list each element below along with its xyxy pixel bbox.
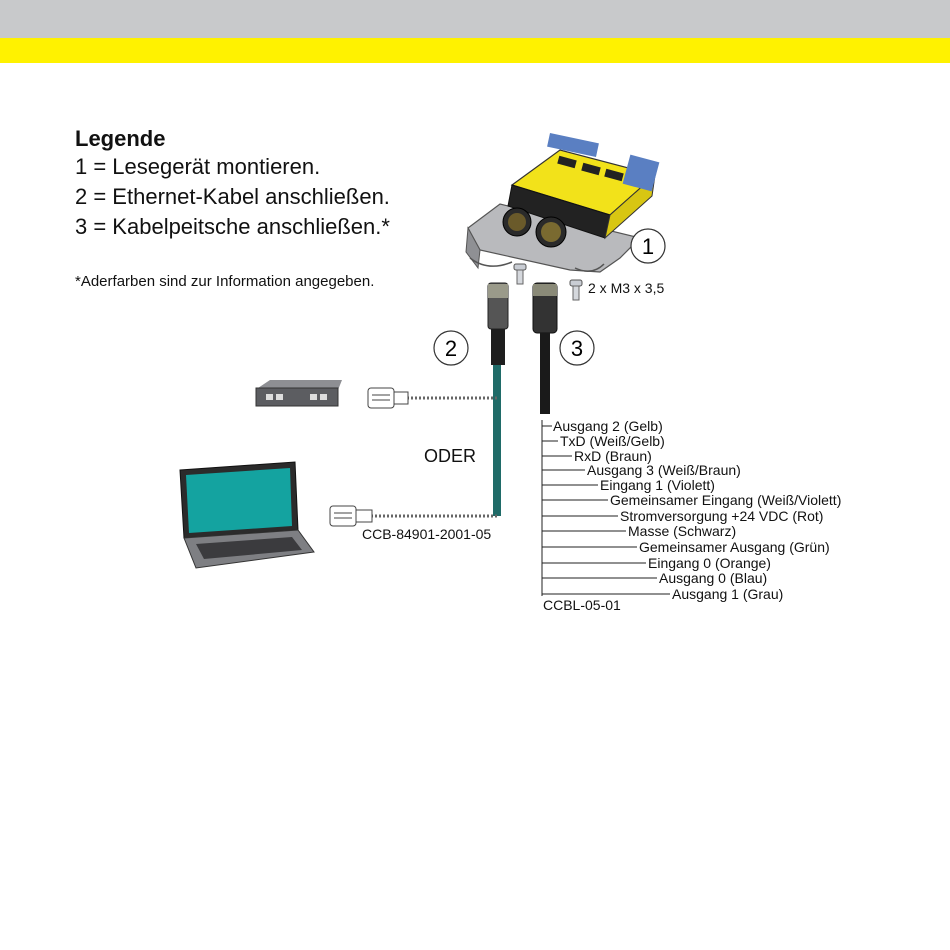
wire-label-1: Ausgang 2 (Gelb) [553,418,663,434]
callout-1 [631,229,665,263]
wire-label-7: Stromversorgung +24 VDC (Rot) [620,508,824,524]
wire-label-12: Ausgang 1 (Grau) [672,586,784,602]
callout-3 [560,331,594,365]
wire-label-10: Eingang 0 (Orange) [648,555,771,571]
wire-label-11: Ausgang 0 (Blau) [659,570,768,586]
wire-label-3: RxD (Braun) [574,448,652,464]
rj45-plug-laptop [330,506,372,526]
breakout-cable [533,283,557,596]
network-switch [256,380,342,406]
footnote: *Aderfarben sind zur Information angegeben. [75,273,375,290]
callout-3-text: 3 [570,336,584,361]
or-label: ODER [424,446,477,466]
rj45-plug-switch [368,388,408,408]
wire-label-6: Gemeinsamer Eingang (Weiß/Violett) [610,492,842,508]
wire-label-2: TxD (Weiß/Gelb) [560,433,665,449]
legend-title: Legende [75,126,166,151]
wire-label-4: Ausgang 3 (Weiß/Braun) [587,462,741,478]
laptop [180,462,314,568]
barcode-reader [503,133,659,247]
ethernet-cable-part-number: CCB-84901-2001-05 [362,526,492,542]
legend-item-3: 3 = Kabelpeitsche anschließen.* [75,214,390,239]
callout-2 [434,331,468,365]
wire-label-8: Masse (Schwarz) [628,523,737,539]
legend-item-2: 2 = Ethernet-Kabel anschließen. [75,184,390,209]
legend-item-1: 1 = Lesegerät montieren. [75,154,321,179]
callout-1-text: 1 [641,234,655,259]
callout-2-text: 2 [444,336,458,361]
screws-label: 2 x M3 x 3,5 [588,280,665,296]
wire-label-9: Gemeinsamer Ausgang (Grün) [639,539,830,555]
breakout-cable-part-number: CCBL-05-01 [543,597,621,613]
wire-label-5: Eingang 1 (Violett) [600,477,715,493]
